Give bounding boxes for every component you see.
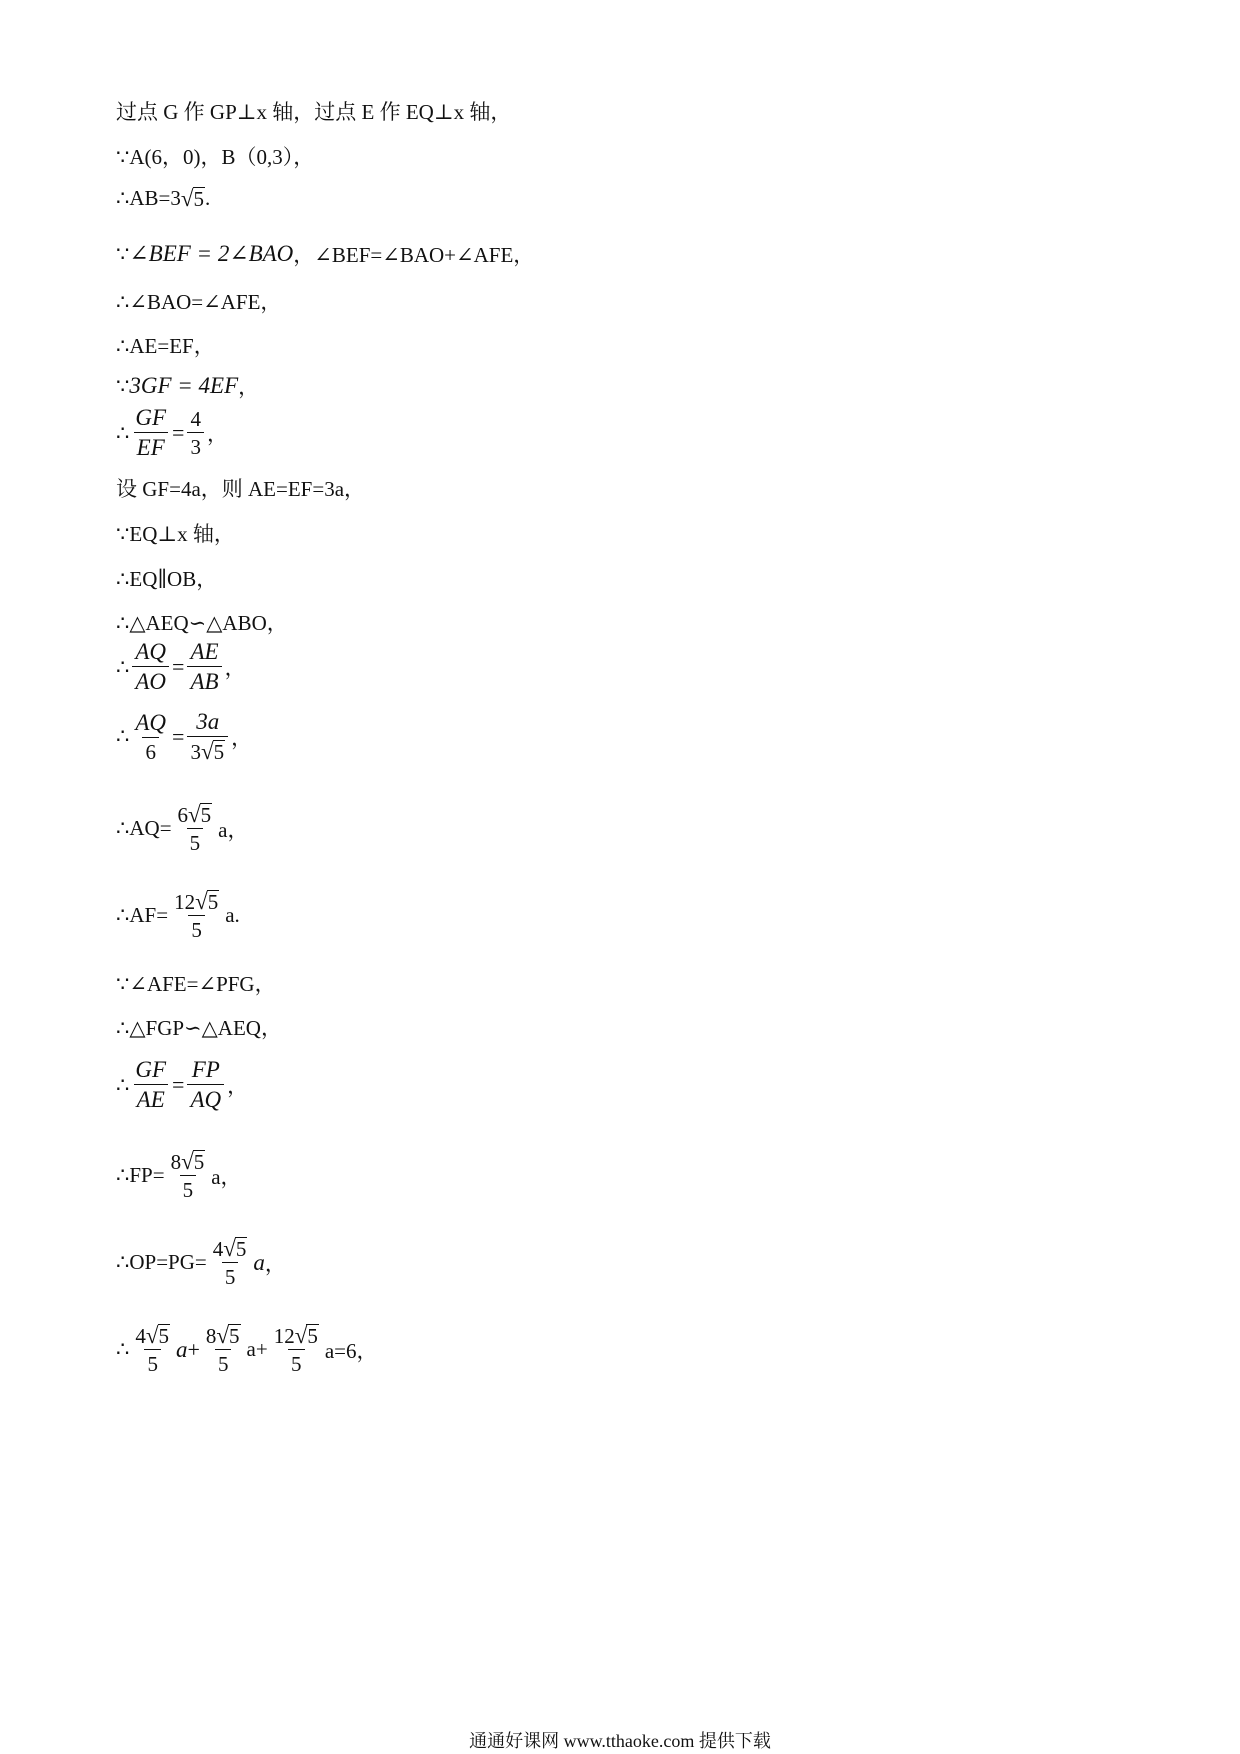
fraction-fp-aq: $\frac{FP}{AQ}$ bbox=[187, 1058, 224, 1112]
fraction-4root5-5: 4 √ 5 5 bbox=[212, 1236, 247, 1290]
line-7: ∵ 3GF = 4EF ， bbox=[116, 373, 260, 399]
ab-expression: ∴AB=3 bbox=[116, 186, 181, 210]
line-20: ∴FP= 8 √ 5 5 a， bbox=[116, 1149, 242, 1203]
line-4: ∵ ∠BEF = 2∠BAO ，∠BEF=∠BAO+∠AFE， bbox=[116, 241, 535, 267]
fraction-gf-ef: $\frac{GF}{EF}$ bbox=[135, 405, 167, 461]
line-19: ∴ $\frac{GF}{AE}$ = $\frac{FP}{AQ}$ ， bbox=[116, 1057, 249, 1113]
line-16: ∴AF= 12 √ 5 5 a. bbox=[116, 889, 240, 943]
line-2 bbox=[116, 141, 314, 171]
text-line-1: 过点 G 作 GP⊥x 轴，过点 E 作 EQ⊥x 轴， bbox=[116, 100, 512, 124]
fraction-4root5-5-sum: 4 √ 5 5 bbox=[135, 1323, 169, 1377]
line-18: ∴△FGP∽△AEQ， bbox=[116, 1016, 282, 1040]
fraction-12root5-5-sum: 12 √ 5 5 bbox=[273, 1323, 318, 1377]
footer-credit: 通通好课网 www.tthaoke.com 提供下载 bbox=[469, 1731, 771, 1751]
fraction-8root5-5-sum: 8 √ 5 5 bbox=[205, 1323, 240, 1377]
line-14: ∴ $\frac{AQ}{6}$ = 3a 3 √ 5 ， bbox=[116, 709, 253, 765]
sqrt-5: √ 5 bbox=[180, 186, 205, 212]
line-11: ∴EQ∥OB， bbox=[116, 567, 218, 591]
line-5: ∴∠BAO=∠AFE， bbox=[116, 290, 282, 314]
ratio-equation: 3GF = 4EF bbox=[129, 373, 239, 398]
fraction-8root5-5: 8 √ 5 5 bbox=[170, 1149, 205, 1203]
fraction-aq-6: $\frac{AQ}{6}$ bbox=[135, 709, 167, 764]
line-8: ∴ $\frac{GF}{EF}$ = $\frac{4}{3}$ ， bbox=[116, 405, 228, 461]
text-line-2: ∵A(6，0)，B（0,3）， bbox=[116, 145, 315, 169]
line-13: ∴ $\frac{AQ}{AO}$ = $\frac{AE}{AB}$ ， bbox=[116, 639, 246, 695]
fraction-gf-ae: $\frac{GF}{AE}$ bbox=[135, 1057, 167, 1113]
line-6: ∴AE=EF， bbox=[116, 334, 215, 358]
fraction-3a-3root5: 3a 3 √ 5 bbox=[187, 710, 228, 763]
fraction-4-3: $\frac{4}{3}$ bbox=[187, 408, 204, 458]
fraction-ae-ab: $\frac{AE}{AB}$ bbox=[187, 640, 221, 694]
fraction-12root5-5: 12 √ 5 5 bbox=[174, 889, 219, 943]
line-9: 设 GF=4a，则 AE=EF=3a， bbox=[116, 477, 366, 501]
angle-equation: ∠BEF = 2∠BAO bbox=[129, 241, 294, 266]
fraction-aq-ao: $\frac{AQ}{AO}$ bbox=[132, 640, 169, 694]
line-10: ∵EQ⊥x 轴， bbox=[116, 522, 235, 546]
fraction-6root5-5: 6 √ 5 5 bbox=[177, 802, 212, 856]
line-12: ∴△AEQ∽△ABO， bbox=[116, 611, 288, 635]
line-17: ∵∠AFE=∠PFG， bbox=[116, 972, 276, 996]
line-22: ∴ 4 √ 5 5 a + 8 √ 5 5 a+ 12 √ 5 5 a=6， bbox=[116, 1323, 378, 1377]
line-1 bbox=[116, 96, 511, 126]
line-21: ∴OP=PG= 4 √ 5 5 a ， bbox=[116, 1236, 286, 1290]
line-3: ∴AB=3 √ 5 . bbox=[116, 186, 211, 212]
line-15: ∴AQ= 6 √ 5 5 a， bbox=[116, 802, 249, 856]
